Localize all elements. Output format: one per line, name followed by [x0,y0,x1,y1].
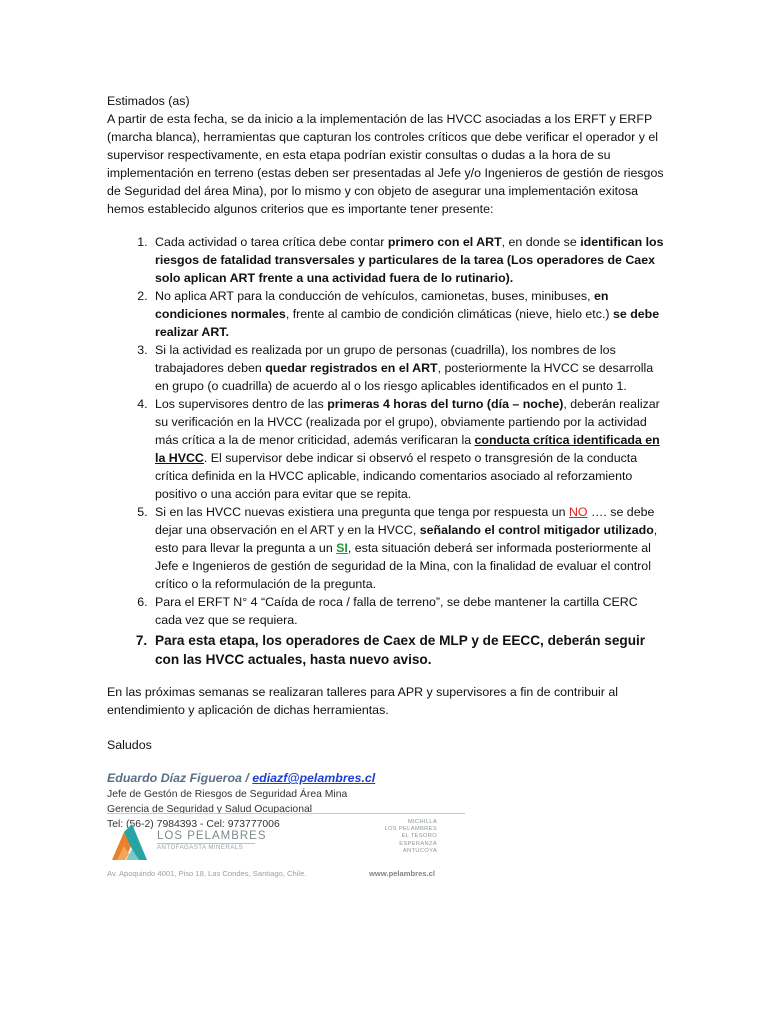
sign-off: Saludos [107,738,152,752]
closing-paragraph: En las próximas semanas se realizaran talleres para APR y supervisores a fin de contribuir al entendimiento y aplicación de dichas herramientas. [107,685,619,717]
signature-divider [107,813,465,814]
signature-department: Gerencia de Seguridad y Salud Ocupacional [107,804,313,815]
item-text: , deberán realizar su verificación en la HVCC (realizada por el grupo), obviamente partiendo por la actividad más crítica a la de menor criticidad, además verificaran la [155,397,660,447]
item-bold: señalando el control mitigador utilizado [419,523,654,537]
email-body [107,92,667,832]
criteria-list [107,233,667,669]
item-text: Para el ERFT N° 4 “Caída de roca / falla de terreno”, se debe mantener la cartilla CERC cada vez que se requiera. [155,595,638,627]
item-bold: identifican los riesgos de fatalidad transversales y particulares de la tarea (Los operadores de Caex solo aplican ART frente a una actividad fuera de lo rutinario). [155,235,664,285]
item-text: Cada actividad o tarea crítica debe contar [155,235,388,249]
brand-name: LOS PELAMBRES [384,826,437,833]
item-text: Si la actividad es realizada por un grupo de personas (cuadrilla), los nombres de los trabajadores deben [155,343,616,375]
company-website: www.pelambres.cl [369,869,435,878]
list-item [151,593,667,629]
item-text: , posteriormente la HVCC se desarrolla en grupo (o cuadrilla) de acuerdo al o los riesgo aplicables identificados en el punto 1. [155,361,654,393]
signature-name-line [107,769,667,787]
item-bold: primero con el ART [387,235,502,249]
list-item [151,341,667,395]
intro-paragraph: A partir de esta fecha, se da inicio a la implementación de las HVCC asociadas a los ERFT y ERFP (marcha blanca), herramientas que capturan los controles críticos que debe verificar el operador y el supervisor respectivamente, en esta etapa podrían existir consultas o dudas a la hora de su implementación en terreno (estas deben ser presentadas al Jefe y/o Ingenieros de gestión de riesgos de Seguridad del área Mina), por lo mismo y con objeto de asegurar una implementación exitosa hemos establecido algunos criterios que es importante tener presente: [107,112,664,216]
brand-name: EL TESORO [401,833,437,840]
item-text: …. se debe dejar una observación en el ART y en la HVCC, [155,505,655,537]
item-text: Para esta etapa, los operadores de Caex de MLP y de EECC, deberán seguir con las HVCC actuales, hasta nuevo aviso. [155,633,646,667]
greeting: Estimados (as) [107,94,190,108]
item-bold: en condiciones normales [155,289,609,321]
item-text: , frente al cambio de condición climáticas (nieve, hielo etc.) [285,307,613,321]
item-text: , en donde se [501,235,581,249]
item-bold: quedar registrados en el ART [265,361,438,375]
item-bold: primeras 4 horas del turno (día – noche) [327,397,564,411]
item-text: . El supervisor debe indicar si observó el respeto o transgresión de la conducta crítica definida en la HVCC aplicable, indicando comentarios asociado al reforzamiento positivo o una acción para evitar que se repita. [155,451,638,501]
list-item [151,287,667,341]
brand-name: MICHILLA [407,819,437,825]
si-answer-label: SI [336,541,348,555]
signature-separator: / [241,771,253,785]
item-bold: se debe realizar ART. [155,307,660,339]
item-text: Si en las HVCC nuevas existiera una pregunta que tenga por respuesta un [155,505,569,519]
los-pelambres-logo-icon [109,820,155,866]
company-address: Av. Apoquindo 4001, Piso 18, Las Condes, Santiago, Chile. [107,869,307,878]
signature-title: Jefe de Gestón de Riesgos de Seguridad Área Mina [107,789,348,800]
signature-name: Eduardo Díaz Figueroa [107,771,242,785]
brand-list [384,819,437,855]
signature-email-link[interactable]: ediazf@pelambres.cl [252,771,376,785]
item-text: , esto para llevar la pregunta a un [155,523,658,555]
list-item [151,631,667,669]
brand-name: ANTUCOYA [402,847,437,854]
list-item [151,395,667,503]
signature-phones: Tel: (56-2) 7984393 - Cel: 973777006 [107,819,280,830]
item-text: , esta situación deberá ser informada posteriormente al Jefe e Ingenieros de gestión de seguridad de la Mina, con la finalidad de evaluar el control crítico o la reformulación de la pregunta. [155,541,651,591]
item-text: Los supervisores dentro de las [155,397,328,411]
logo-subtitle: ANTOFAGASTA MINERALS [157,844,244,851]
item-text: No aplica ART para la conducción de vehículos, camionetas, buses, minibuses, [155,289,594,303]
company-banner [107,817,467,885]
logo-name: LOS PELAMBRES [157,830,267,842]
brand-name: ESPERANZA [399,840,437,847]
item-bold-underlined: conducta crítica identificada en la HVCC [155,433,660,465]
list-item [151,233,667,287]
list-item [151,503,667,593]
no-answer-label: NO [568,505,588,519]
